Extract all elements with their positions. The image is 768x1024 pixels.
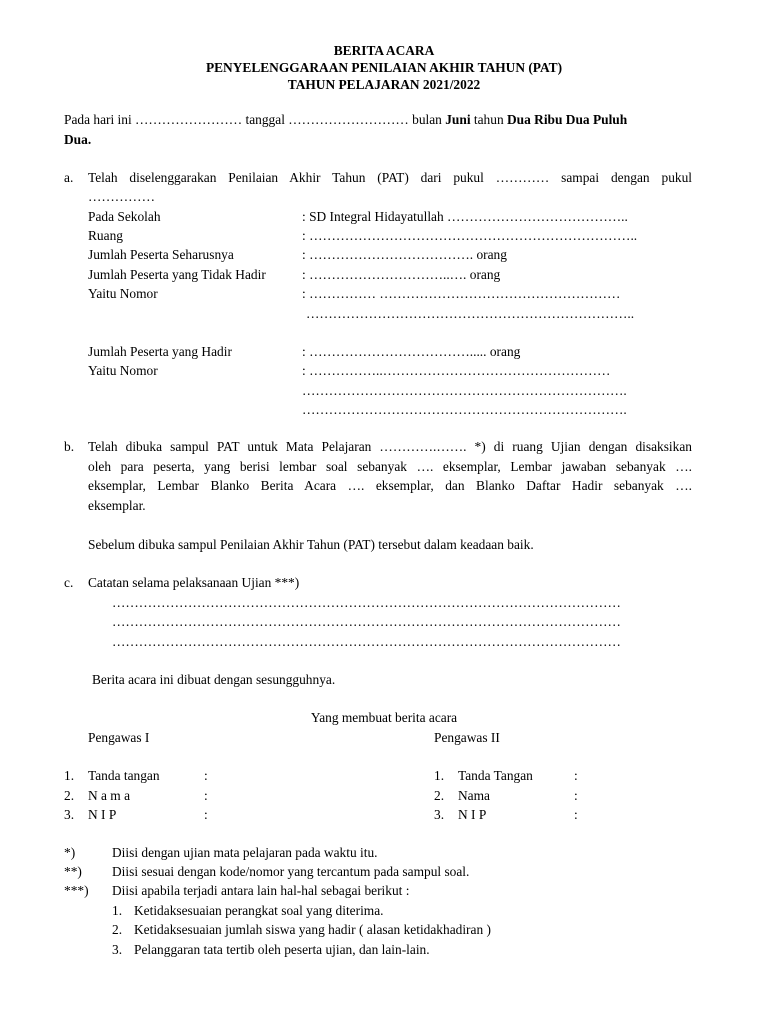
title-line-1: BERITA ACARA [333, 43, 435, 58]
intro-year: Dua Ribu Dua Puluh [507, 112, 628, 127]
sig-right-label-2: Nama [458, 788, 490, 803]
sig-right-label-3: N I P [458, 807, 487, 822]
sig-left-num-3: 3. [64, 807, 75, 822]
section-a-marker: a. [64, 170, 74, 185]
intro-month: Juni [445, 112, 471, 127]
sig-right-colon-2: : [574, 788, 578, 803]
sig-left-colon-2: : [204, 788, 208, 803]
footnote-item-text-1: Ketidaksesuaian perangkat soal yang diterima. [134, 903, 384, 918]
value-peserta-hadir: : ………………………………..... orang [302, 344, 521, 359]
section-a-line-1: Telah diselenggarakan Penilaian Akhir Tahun (PAT) dari pukul ………… sampai dengan pukul [88, 170, 692, 185]
value-yaitu-nomor-2: : ……………..…………………………………………… [302, 363, 611, 378]
section-b-line-4: eksemplar. [88, 498, 146, 513]
sig-left-num-1: 1. [64, 768, 75, 783]
value-ruang: : ……………………………………………………………….. [302, 228, 638, 243]
footnote-item-num-1: 1. [112, 903, 123, 918]
sig-right-num-2: 2. [434, 788, 445, 803]
intro-year-continued: Dua. [64, 132, 92, 147]
sig-right-colon-1: : [574, 768, 578, 783]
footnote-mark-1: *) [64, 845, 76, 860]
footnote-mark-3: ***) [64, 883, 89, 898]
sig-left-colon-3: : [204, 807, 208, 822]
section-a-line-2: …………… [88, 189, 155, 204]
sig-right-label-1: Tanda Tangan [458, 768, 533, 783]
section-b-marker: b. [64, 439, 75, 454]
sig-left-label-1: Tanda tangan [88, 768, 160, 783]
section-b-line-1: Telah dibuka sampul PAT untuk Mata Pelajaran ………….……. *) di ruang Ujian dengan disaksikan [88, 439, 692, 454]
sig-left-colon-1: : [204, 768, 208, 783]
signature-left-heading: Pengawas I [88, 730, 150, 745]
sig-right-colon-3: : [574, 807, 578, 822]
section-c-marker: c. [64, 575, 74, 590]
footnote-item-num-2: 2. [112, 922, 123, 937]
section-b-line-2: oleh para peserta, yang berisi lembar soal sebanyak …. eksemplar, Lembar jawaban sebanyak …. [88, 459, 692, 474]
value-yaitu-nomor-1: : …………… ……………………………………………… [302, 286, 621, 301]
section-c-line-2: …………………………………………………………………………………………………… [112, 614, 621, 629]
intro-text-2: tahun [470, 112, 507, 127]
label-ruang: Ruang [88, 228, 123, 243]
label-pada-sekolah: Pada Sekolah [88, 209, 161, 224]
footnote-text-1: Diisi dengan ujian mata pelajaran pada waktu itu. [112, 845, 378, 860]
section-c-line-3: …………………………………………………………………………………………………… [112, 634, 621, 649]
footnote-item-num-3: 3. [112, 942, 123, 957]
label-yaitu-nomor-1: Yaitu Nomor [88, 286, 158, 301]
title-line-2: PENYELENGGARAAN PENILAIAN AKHIR TAHUN (PAT) [205, 60, 563, 75]
value-yaitu-nomor-2-cont-2: ………………………………………………………………. [302, 402, 627, 417]
footnote-item-text-3: Pelanggaran tata tertib oleh peserta ujian, dan lain-lain. [134, 942, 430, 957]
value-pada-sekolah: : SD Integral Hidayatullah ………………………………….. [302, 209, 628, 224]
label-yaitu-nomor-2: Yaitu Nomor [88, 363, 158, 378]
sig-left-label-2: N a m a [88, 788, 131, 803]
sig-left-label-3: N I P [88, 807, 117, 822]
section-b-note: Sebelum dibuka sampul Penilaian Akhir Tahun (PAT) tersebut dalam keadaan baik. [88, 537, 534, 552]
closing-statement: Berita acara ini dibuat dengan sesungguhnya. [92, 672, 336, 687]
section-c-line-1: …………………………………………………………………………………………………… [112, 595, 621, 610]
title-line-3: TAHUN PELAJARAN 2021/2022 [287, 77, 481, 92]
section-b-line-3: eksemplar, Lembar Blanko Berita Acara …. eksemplar, dan Blanko Daftar Hadir sebanyak …. [88, 478, 692, 493]
section-c-title: Catatan selama pelaksanaan Ujian ***) [88, 575, 300, 590]
footnote-text-3: Diisi apabila terjadi antara lain hal-hal sebagai berikut : [112, 883, 410, 898]
sig-right-num-3: 3. [434, 807, 445, 822]
signature-right-heading: Pengawas II [434, 730, 500, 745]
value-peserta-seharusnya: : ………………………………. orang [302, 247, 507, 262]
value-peserta-tidak-hadir: : …………………………..…. orang [302, 267, 501, 282]
label-peserta-hadir: Jumlah Peserta yang Hadir [88, 344, 232, 359]
signature-title: Yang membuat berita acara [310, 710, 458, 725]
sig-right-num-1: 1. [434, 768, 445, 783]
value-yaitu-nomor-2-cont-1: ………………………………………………………………. [302, 383, 627, 398]
intro-text-1: Pada hari ini …………………… tanggal ……………………… bulan [64, 112, 446, 127]
footnote-item-text-2: Ketidaksesuaian jumlah siswa yang hadir ( alasan ketidakhadiran ) [134, 922, 491, 937]
sig-left-num-2: 2. [64, 788, 75, 803]
intro-line [64, 112, 627, 128]
value-yaitu-nomor-1-cont: ……………………………………………………………….. [306, 306, 635, 321]
label-peserta-tidak-hadir: Jumlah Peserta yang Tidak Hadir [88, 267, 266, 282]
footnote-mark-2: **) [64, 864, 82, 879]
footnote-text-2: Diisi sesuai dengan kode/nomor yang tercantum pada sampul soal. [112, 864, 470, 879]
label-peserta-seharusnya: Jumlah Peserta Seharusnya [88, 247, 234, 262]
